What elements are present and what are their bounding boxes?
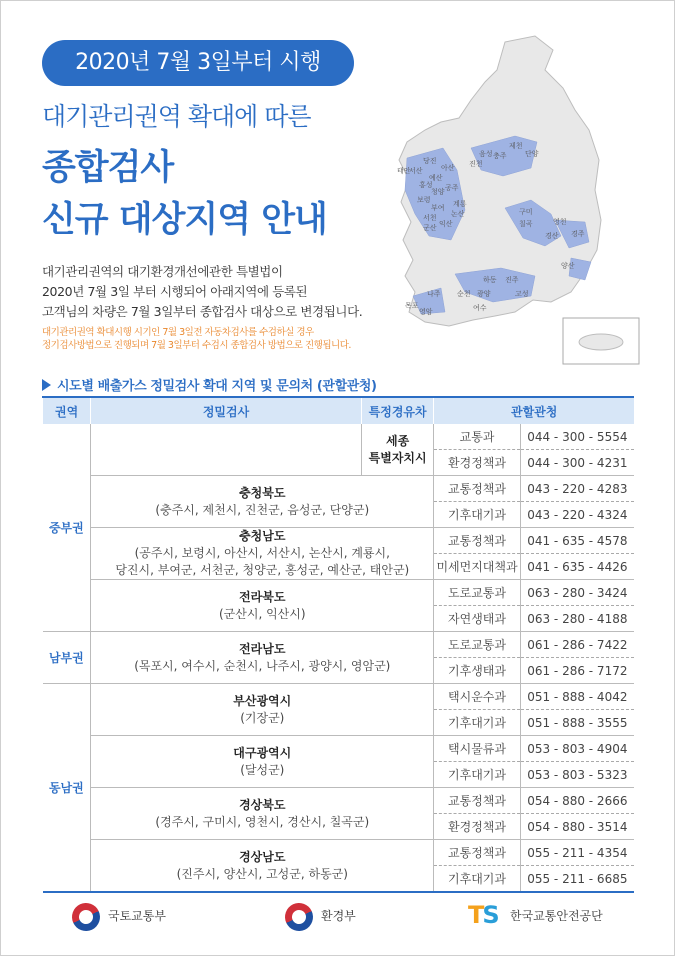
table-row bbox=[43, 528, 635, 554]
intro-line: 대기관리권역의 대기환경개선에관한 특별법이 bbox=[42, 264, 283, 279]
area-name: 대구광역시 bbox=[233, 745, 292, 760]
area-cell-empty bbox=[91, 424, 362, 476]
map-label: 영천 bbox=[553, 218, 567, 226]
footer bbox=[0, 895, 675, 945]
phone-cell: 044 - 300 - 5554 bbox=[520, 424, 634, 450]
dept-cell: 기후대기과 bbox=[434, 502, 520, 528]
area-cell bbox=[91, 684, 434, 736]
phone-cell: 053 - 803 - 4904 bbox=[520, 736, 634, 762]
map-label: 부여 bbox=[431, 204, 445, 212]
area-detail: (기장군) bbox=[240, 710, 285, 725]
map-label: 보령 bbox=[417, 196, 431, 204]
table-header-row bbox=[43, 397, 635, 424]
area-cell bbox=[91, 476, 434, 528]
area-detail: 당진시, 부여군, 서천군, 청양군, 홍성군, 예산군, 태안군) bbox=[115, 563, 410, 577]
region-cell: 중부권 bbox=[43, 424, 91, 632]
header-cell: 권역 bbox=[43, 397, 91, 424]
region-cell: 동남권 bbox=[43, 684, 91, 893]
phone-cell: 043 - 220 - 4283 bbox=[520, 476, 634, 502]
dept-cell: 교통과 bbox=[434, 424, 520, 450]
area-name: 경상남도 bbox=[239, 849, 286, 864]
table-row bbox=[43, 632, 635, 658]
table-row bbox=[43, 684, 635, 710]
map-label: 양산 bbox=[561, 262, 575, 270]
header-cell: 관할관청 bbox=[434, 397, 634, 424]
government-emblem-icon bbox=[67, 898, 104, 935]
intro-line: 고객님의 차량은 7월 3일부터 종합검사 대상으로 변경됩니다. bbox=[42, 304, 363, 319]
map-label: 단양 bbox=[525, 150, 539, 158]
map-label: 경주 bbox=[571, 230, 585, 238]
moe-logo-text: 환경부 bbox=[321, 909, 356, 923]
phone-cell: 053 - 803 - 5323 bbox=[520, 762, 634, 788]
map-label: 익산 bbox=[439, 220, 453, 228]
area-detail: (충주시, 제천시, 진천군, 음성군, 단양군) bbox=[155, 502, 370, 517]
phone-cell: 063 - 280 - 4188 bbox=[520, 606, 634, 632]
korea-map bbox=[385, 30, 645, 380]
dept-cell: 미세먼지대책과 bbox=[434, 554, 520, 580]
phone-cell: 051 - 888 - 3555 bbox=[520, 710, 634, 736]
map-label: 태안 bbox=[397, 167, 411, 175]
molit-logo-text: 국토교통부 bbox=[108, 909, 166, 923]
map-label: 구미 bbox=[519, 208, 533, 216]
section-title: 시도별 배출가스 정밀검사 확대 지역 및 문의처 (관할관청) bbox=[57, 379, 377, 394]
intro-line: 2020년 7월 3일 부터 시행되어 아래지역에 등록된 bbox=[42, 284, 308, 299]
table-row bbox=[43, 736, 635, 762]
area-cell bbox=[91, 788, 434, 840]
area-detail: (달성군) bbox=[240, 762, 285, 777]
map-label: 진천 bbox=[469, 160, 483, 168]
phone-cell: 054 - 880 - 2666 bbox=[520, 788, 634, 814]
map-label: 고성 bbox=[515, 290, 529, 298]
date-pill: 2020년 7월 3일부터 시행 bbox=[42, 40, 354, 86]
map-label: 아산 bbox=[441, 164, 455, 172]
map-label: 논산 bbox=[451, 210, 465, 218]
area-name: 부산광역시 bbox=[233, 693, 292, 708]
government-emblem-icon bbox=[280, 898, 317, 935]
note-text bbox=[42, 326, 351, 352]
area-cell bbox=[91, 840, 434, 893]
subtitle: 대기관리권역 확대에 따른 bbox=[42, 102, 311, 131]
table-row bbox=[43, 424, 635, 450]
dept-cell: 택시운수과 bbox=[434, 684, 520, 710]
contact-table bbox=[42, 396, 634, 893]
header-cell: 정밀검사 bbox=[91, 397, 362, 424]
phone-cell: 041 - 635 - 4426 bbox=[520, 554, 634, 580]
phone-cell: 041 - 635 - 4578 bbox=[520, 528, 634, 554]
phone-cell: 055 - 211 - 4354 bbox=[520, 840, 634, 866]
dept-cell: 자연생태과 bbox=[434, 606, 520, 632]
map-label: 서산 bbox=[409, 167, 423, 175]
table-row bbox=[43, 840, 635, 866]
map-label: 서천 bbox=[423, 214, 437, 222]
table-row bbox=[43, 476, 635, 502]
map-label: 예산 bbox=[429, 174, 443, 182]
jeju-island bbox=[579, 334, 623, 350]
dept-cell: 교통정책과 bbox=[434, 788, 520, 814]
ts-logo-icon: TS bbox=[468, 901, 498, 929]
area-detail: (진주시, 양산시, 고성군, 하동군) bbox=[176, 866, 348, 881]
area-detail: (목포시, 여수시, 순천시, 나주시, 광양시, 영암군) bbox=[134, 658, 391, 673]
dept-cell: 환경정책과 bbox=[434, 450, 520, 476]
dept-cell: 기후대기과 bbox=[434, 762, 520, 788]
map-label: 목포 bbox=[405, 302, 419, 310]
area-name: 충청남도 bbox=[239, 529, 286, 543]
phone-cell: 044 - 300 - 4231 bbox=[520, 450, 634, 476]
note-line: 정기검사방법으로 진행되며 7월 3일부터 수검시 종합검사 방법으로 진행됩니다. bbox=[42, 340, 351, 351]
header-cell: 특정경유차 bbox=[361, 397, 433, 424]
dept-cell: 도로교통과 bbox=[434, 632, 520, 658]
map-label: 계룡 bbox=[453, 200, 467, 208]
phone-cell: 061 - 286 - 7172 bbox=[520, 658, 634, 684]
map-label: 진주 bbox=[505, 276, 519, 284]
dept-cell: 기후생태과 bbox=[434, 658, 520, 684]
dept-cell: 환경정책과 bbox=[434, 814, 520, 840]
map-label: 음성 bbox=[479, 150, 493, 158]
dept-cell: 교통정책과 bbox=[434, 476, 520, 502]
dept-cell: 교통정책과 bbox=[434, 840, 520, 866]
dept-cell: 택시물류과 bbox=[434, 736, 520, 762]
area-detail: (공주시, 보령시, 아산시, 서산시, 논산시, 계룡시, bbox=[134, 546, 390, 560]
phone-cell: 063 - 280 - 3424 bbox=[520, 580, 634, 606]
area-name: 경상북도 bbox=[239, 797, 286, 812]
area-cell bbox=[91, 580, 434, 632]
dept-cell: 기후대기과 bbox=[434, 866, 520, 893]
map-label: 청양 bbox=[431, 188, 445, 196]
map-label: 하동 bbox=[483, 276, 497, 284]
area-name: 전라남도 bbox=[239, 641, 286, 656]
phone-cell: 061 - 286 - 7422 bbox=[520, 632, 634, 658]
area-cell bbox=[91, 632, 434, 684]
area-detail: (군산시, 익산시) bbox=[219, 606, 306, 621]
area-name: 충청북도 bbox=[239, 485, 286, 500]
kotsa-logo-text: 한국교통안전공단 bbox=[510, 909, 603, 923]
section-heading bbox=[42, 375, 377, 394]
triangle-icon bbox=[42, 379, 51, 391]
intro-text bbox=[42, 262, 362, 322]
title-line-2: 신규 대상지역 안내 bbox=[42, 200, 327, 240]
map-label: 충주 bbox=[493, 152, 507, 160]
map-label: 공주 bbox=[445, 184, 459, 192]
area-name: 전라북도 bbox=[239, 589, 286, 604]
map-label: 광양 bbox=[477, 290, 491, 298]
map-label: 제천 bbox=[509, 142, 523, 150]
table-row bbox=[43, 580, 635, 606]
map-label: 영암 bbox=[419, 308, 433, 316]
title-line-1: 종합검사 bbox=[42, 148, 174, 188]
area-cell bbox=[91, 736, 434, 788]
phone-cell: 055 - 211 - 6685 bbox=[527, 871, 628, 886]
map-label: 나주 bbox=[427, 290, 441, 298]
map-label: 당진 bbox=[423, 157, 437, 165]
dept-cell: 기후대기과 bbox=[434, 710, 520, 736]
map-label: 순천 bbox=[457, 290, 471, 298]
note-line: 대기관리권역 확대시행 시기인 7월 3일전 자동차검사를 수검하실 경우 bbox=[42, 327, 314, 338]
map-label: 군산 bbox=[423, 224, 437, 232]
map-label: 여수 bbox=[473, 304, 487, 312]
area-detail: (경주시, 구미시, 영천시, 경산시, 칠곡군) bbox=[155, 814, 370, 829]
dept-cell: 교통정책과 bbox=[434, 528, 520, 554]
phone-cell: 054 - 880 - 3514 bbox=[520, 814, 634, 840]
region-cell: 남부권 bbox=[43, 632, 91, 684]
special-cell: 세종 특별자치시 bbox=[361, 424, 433, 476]
table-row bbox=[43, 788, 635, 814]
map-label: 경산 bbox=[545, 232, 559, 240]
map-label: 칠곡 bbox=[519, 220, 533, 228]
area-cell bbox=[91, 528, 434, 580]
phone-cell: 043 - 220 - 4324 bbox=[520, 502, 634, 528]
map-label: 홍성 bbox=[419, 181, 433, 189]
phone-cell: 051 - 888 - 4042 bbox=[520, 684, 634, 710]
dept-cell: 도로교통과 bbox=[434, 580, 520, 606]
